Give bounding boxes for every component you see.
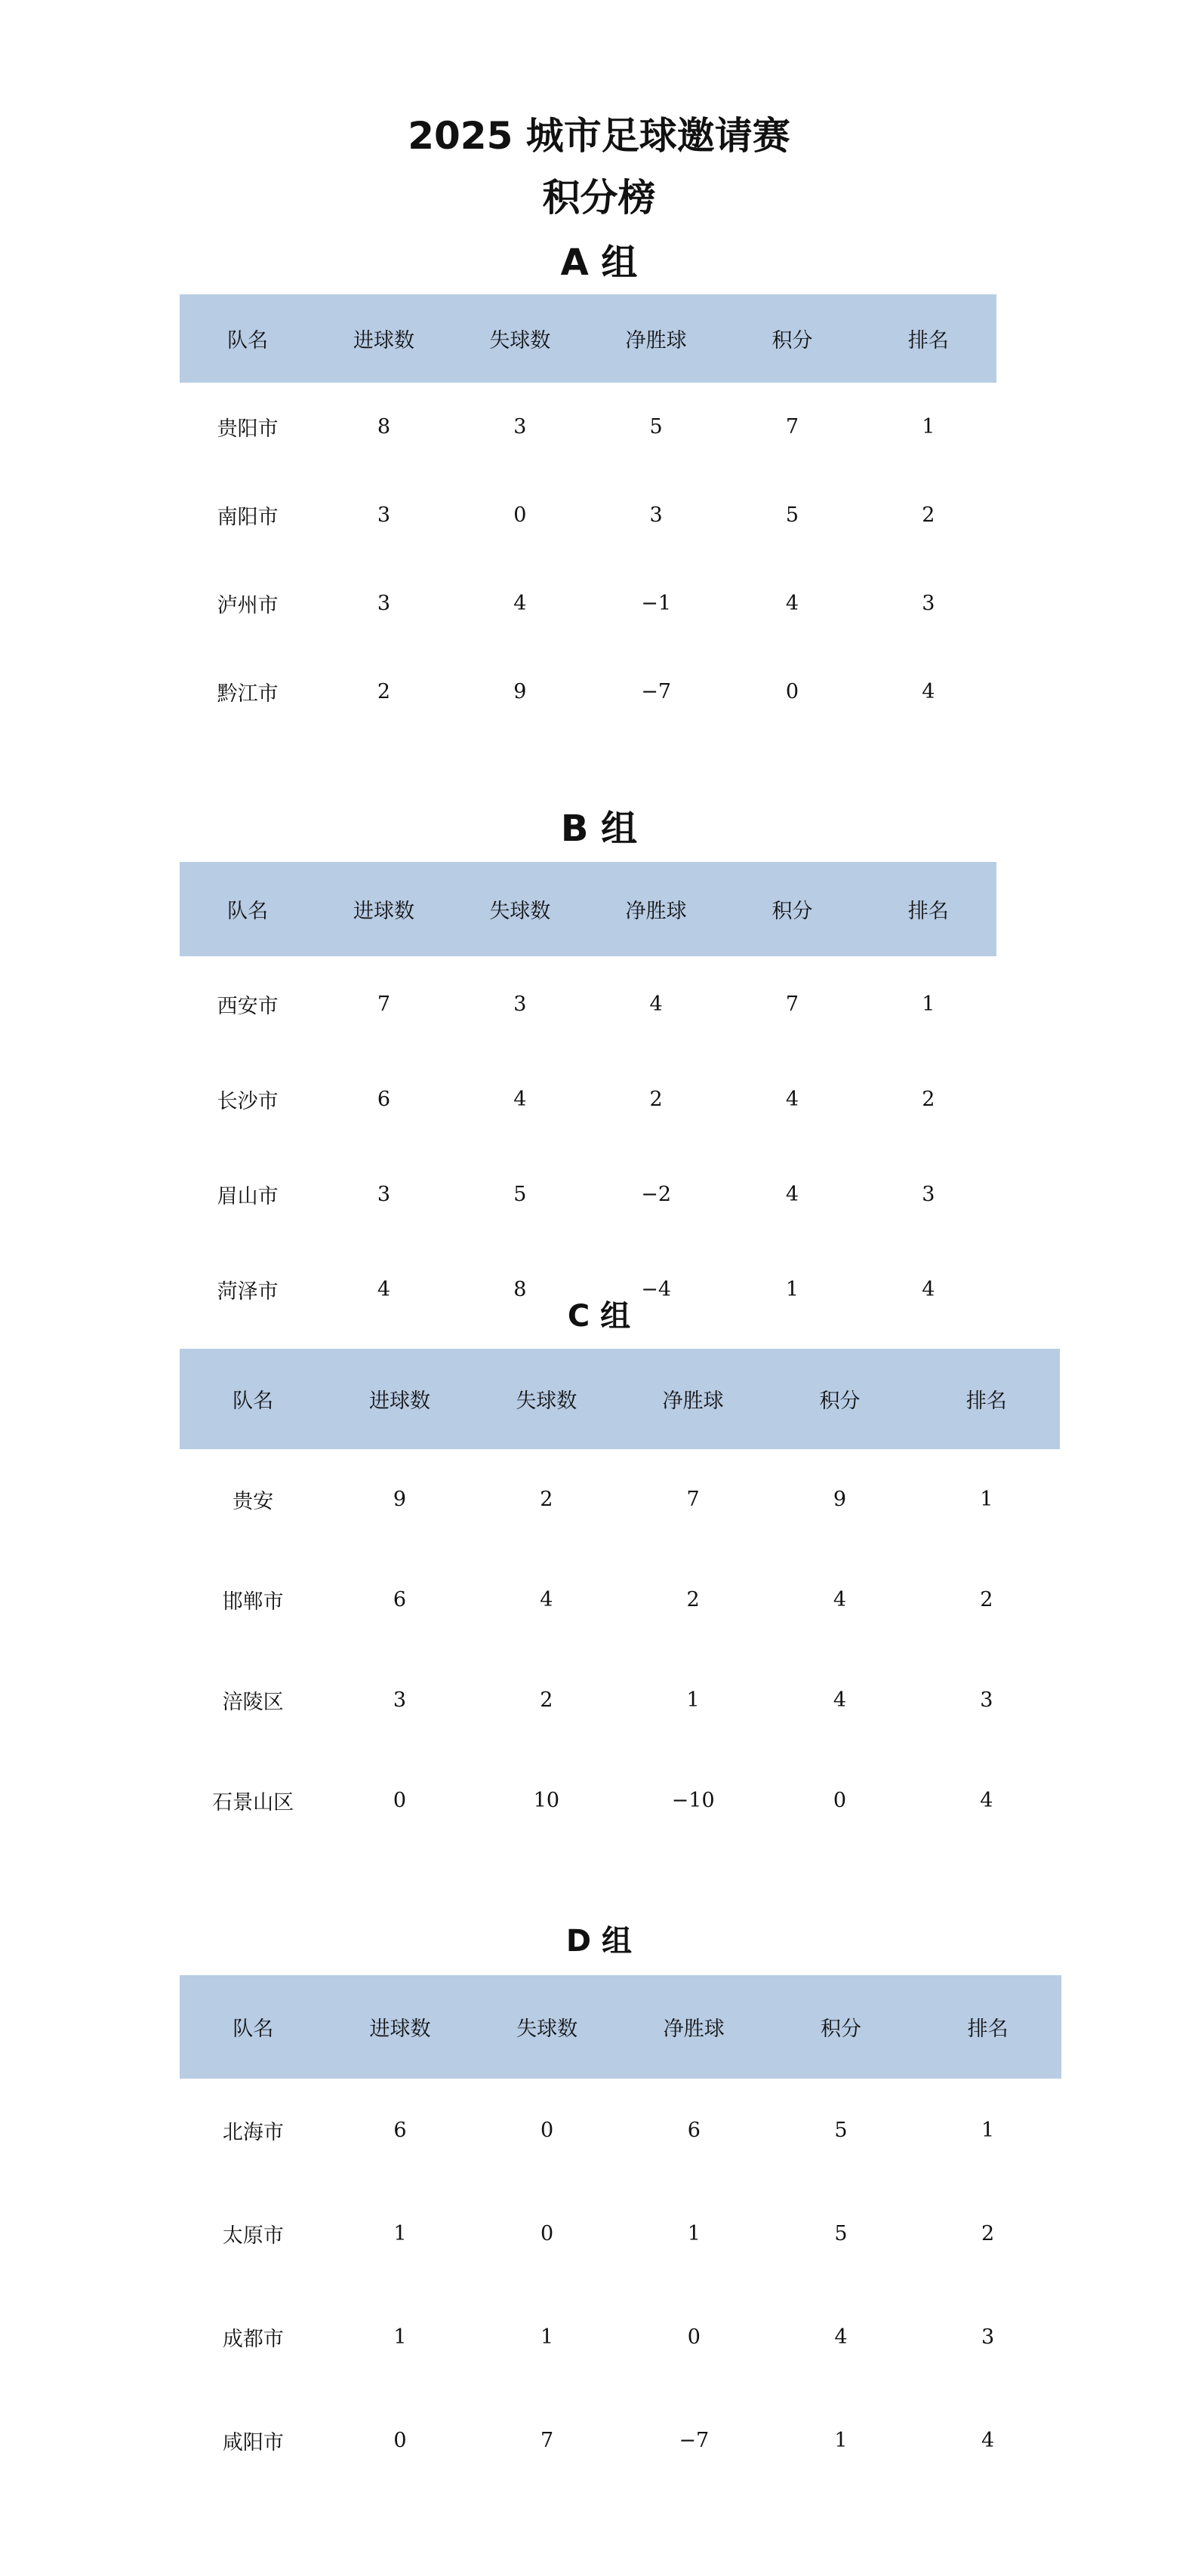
column-header: 净胜球 [621,1975,768,2079]
stat-cell: −2 [641,1182,672,1206]
stat-cell: 4 [513,1087,527,1111]
column-header: 排名 [861,294,996,383]
team-name-cell: 眉山市 [217,1184,279,1208]
page-subtitle: 积分榜 [542,176,656,220]
stat-cell: 2 [649,1087,663,1111]
stat-cell: 2 [540,1688,553,1712]
column-header: 失球数 [473,1349,620,1449]
stat-cell: 7 [377,992,391,1016]
group-d-title: D 组 [565,1924,633,1959]
stat-cell: 9 [393,1488,407,1511]
table-row [180,1051,996,1146]
stat-cell: 1 [980,1488,993,1511]
column-header: 进球数 [316,862,451,956]
group-c-title: C 组 [567,1299,631,1334]
team-name-cell: 泸州市 [217,594,279,617]
team-name-cell: 北海市 [222,2121,284,2144]
column-header: 失球数 [473,1975,621,2079]
column-header: 队名 [180,1349,326,1449]
table-row [180,2182,1061,2285]
group-b-standings-table [180,862,996,1337]
column-header: 进球数 [326,1349,473,1449]
stat-cell: 1 [540,2325,554,2349]
column-header: 积分 [724,294,860,383]
stat-cell: 0 [540,2119,554,2142]
stat-cell: 4 [922,1277,935,1301]
group-b-title: B 组 [560,808,638,850]
stat-cell: 7 [686,1488,700,1511]
table-row [180,2285,1061,2389]
stat-cell: 2 [377,680,391,703]
group-a-title: A 组 [560,242,638,284]
stat-cell: 2 [981,2222,995,2245]
table-row [180,956,996,1051]
team-name-cell: 菏泽市 [217,1279,279,1303]
column-header: 积分 [768,1975,915,2079]
column-header: 失球数 [452,862,588,956]
stat-cell: 8 [377,415,391,439]
stat-cell: 2 [686,1588,700,1611]
group-a-standings-table [180,294,996,736]
page-title: 2025 城市足球邀请赛 [408,114,790,158]
stat-cell: 1 [922,415,935,439]
table-row [180,1650,1060,1750]
stat-cell: 6 [377,1087,391,1111]
table-header-row [180,862,996,956]
stat-cell: 2 [980,1588,993,1611]
stat-cell: −4 [641,1277,672,1301]
stat-cell: 0 [393,1789,407,1812]
stat-cell: 9 [833,1488,847,1511]
stat-cell: 3 [513,415,527,439]
stat-cell: −7 [641,680,672,703]
stat-cell: 3 [513,992,527,1016]
stat-cell: 4 [981,2429,995,2452]
stat-cell: −10 [671,1789,715,1812]
table-header-row [180,1349,1060,1449]
table-row [180,383,996,471]
team-name-cell: 太原市 [222,2224,284,2248]
team-name-cell: 南阳市 [217,506,279,529]
table-row [180,559,996,648]
team-name-cell: 涪陵区 [222,1691,284,1714]
stat-cell: 2 [922,1087,935,1111]
stat-cell: 1 [981,2119,995,2142]
stat-cell: 7 [785,992,799,1016]
column-header: 净胜球 [620,1349,766,1449]
stat-cell: 2 [922,503,935,527]
table-row [180,2079,1061,2182]
stat-cell: 1 [393,2325,407,2349]
stat-cell: 4 [513,592,527,615]
stat-cell: 0 [833,1789,847,1812]
team-name-cell: 邯郸市 [222,1590,284,1614]
stat-cell: 7 [540,2429,554,2452]
table-row [180,2389,1061,2492]
group-d-standings-table [180,1975,1061,2492]
stat-cell: 9 [513,680,527,703]
column-header: 进球数 [316,294,451,383]
table-row [180,1449,1060,1550]
group-c-standings-table [180,1349,1060,1851]
column-header: 积分 [724,862,860,956]
stat-cell: 3 [377,1182,391,1206]
column-header: 队名 [180,294,316,383]
stat-cell: 4 [649,992,663,1016]
stat-cell: 4 [785,1182,799,1206]
stat-cell: 4 [980,1789,993,1812]
stat-cell: 3 [377,592,391,615]
stat-cell: 3 [980,1688,993,1712]
team-name-cell: 西安市 [217,994,279,1018]
column-header: 排名 [914,1975,1061,2079]
stat-cell: 1 [785,1277,799,1301]
stat-cell: 3 [649,503,663,527]
team-name-cell: 石景山区 [212,1791,294,1814]
stat-cell: 6 [393,2119,407,2142]
stat-cell: 4 [377,1277,391,1301]
team-name-cell: 贵阳市 [217,417,279,441]
stat-cell: 4 [834,2325,848,2349]
stat-cell: 1 [393,2222,407,2245]
column-header: 积分 [766,1349,913,1449]
stat-cell: 2 [540,1488,553,1511]
stat-cell: 1 [687,2222,701,2245]
table-row [180,1550,1060,1650]
team-name-cell: 长沙市 [217,1089,279,1113]
stat-cell: 3 [922,1182,935,1206]
stat-cell: 4 [922,680,935,703]
table-row [180,1750,1060,1851]
stat-cell: 0 [687,2325,701,2349]
stat-cell: 7 [785,415,799,439]
stat-cell: 1 [686,1688,700,1712]
stat-cell: 0 [785,680,799,703]
stat-cell: 4 [785,1087,799,1111]
team-name-cell: 咸阳市 [222,2431,284,2454]
table-row [180,1146,996,1242]
stat-cell: −1 [641,592,672,615]
stat-cell: 4 [785,592,799,615]
column-header: 排名 [913,1349,1060,1449]
stat-cell: 3 [981,2325,995,2349]
stat-cell: 10 [533,1789,559,1812]
stat-cell: 3 [377,503,391,527]
table-header-row [180,1975,1061,2079]
stat-cell: 4 [833,1588,847,1611]
stat-cell: 4 [833,1688,847,1712]
table-header-row [180,294,996,383]
stat-cell: 5 [785,503,799,527]
team-name-cell: 黔江市 [217,682,279,706]
column-header: 排名 [861,862,996,956]
stat-cell: 0 [393,2429,407,2452]
stat-cell: −7 [679,2429,710,2452]
stat-cell: 5 [513,1182,527,1206]
stat-cell: 1 [922,992,935,1016]
stat-cell: 1 [834,2429,848,2452]
column-header: 队名 [180,1975,327,2079]
stat-cell: 4 [540,1588,553,1611]
stat-cell: 5 [834,2119,848,2142]
stat-cell: 5 [649,415,663,439]
column-header: 队名 [180,862,316,956]
stat-cell: 3 [922,592,935,615]
column-header: 失球数 [452,294,588,383]
team-name-cell: 贵安 [233,1490,274,1513]
column-header: 净胜球 [588,294,724,383]
column-header: 进球数 [327,1975,474,2079]
stat-cell: 6 [687,2119,701,2142]
table-row [180,648,996,736]
column-header: 净胜球 [588,862,724,956]
stat-cell: 5 [834,2222,848,2245]
table-row [180,471,996,559]
stat-cell: 3 [393,1688,407,1712]
stat-cell: 8 [513,1277,527,1301]
stat-cell: 0 [513,503,527,527]
stat-cell: 6 [393,1588,407,1611]
stat-cell: 0 [540,2222,554,2245]
team-name-cell: 成都市 [222,2328,284,2351]
